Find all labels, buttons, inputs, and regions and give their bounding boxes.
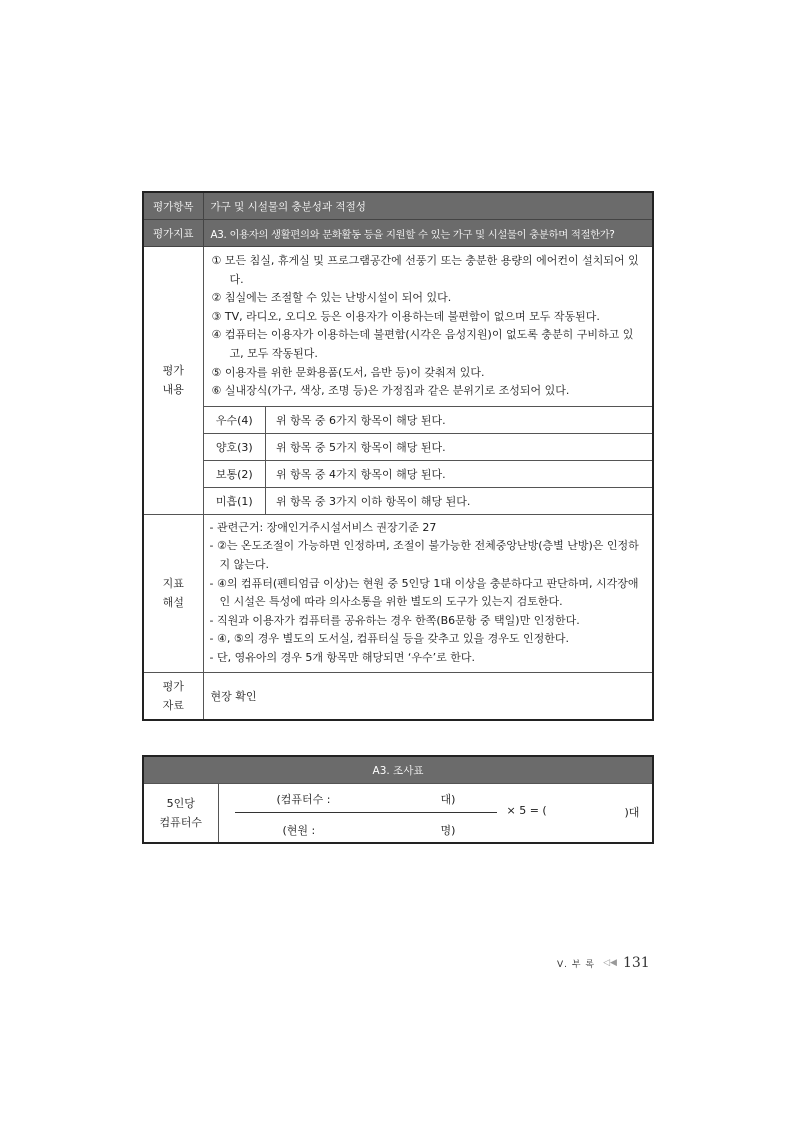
grade-description: 위 항목 중 6가지 항목이 해당 된다. <box>266 407 653 434</box>
eval-item-label: 평가항목 <box>143 192 203 220</box>
grades-table <box>204 407 653 514</box>
eval-notes-label: 지표 해설 <box>143 514 203 672</box>
eval-content-label: 평가 내용 <box>143 247 203 515</box>
eval-grades-row <box>143 406 653 514</box>
grade-level: 보통(2) <box>204 460 266 487</box>
grade-description: 위 항목 중 3가지 이하 항목이 해당 된다. <box>266 487 653 514</box>
grade-row <box>204 407 653 434</box>
eval-indicator-row <box>143 220 653 247</box>
eval-material-value: 현장 확인 <box>203 672 653 720</box>
evaluation-table <box>142 191 654 721</box>
eval-item-value: 가구 및 시설물의 충분성과 적절성 <box>203 192 653 220</box>
grade-row <box>204 460 653 487</box>
survey-formula <box>219 784 653 842</box>
content-item: ④ 컴퓨터는 이용자가 이용하는데 불편함(시각은 음성지원)이 없도록 충분히 구비하고 있고, 모두 작동된다. <box>211 328 634 360</box>
eval-indicator-label: 평가지표 <box>143 220 203 247</box>
grade-description: 위 항목 중 5가지 항목이 해당 된다. <box>266 433 653 460</box>
note-item: - ②는 온도조절이 가능하면 인정하며, 조절이 불가능한 전체중앙난방(층별 난방)은 인정하지 않는다. <box>209 539 639 571</box>
page-number: 131 <box>622 955 650 971</box>
page-footer <box>557 955 650 971</box>
content-item: ⑤ 이용자를 위한 문화용품(도서, 음반 등)이 갖춰져 있다. <box>211 365 485 379</box>
content-item: ② 침실에는 조절할 수 있는 난방시설이 되어 있다. <box>211 291 452 305</box>
numerator-label: (컴퓨터수 : <box>276 793 331 806</box>
numerator-unit: 대) <box>440 793 456 806</box>
eval-content-row <box>143 247 653 407</box>
fraction-line <box>235 812 497 813</box>
content-item: ① 모든 침실, 휴게실 및 프로그램공간에 선풍기 또는 충분한 용량의 에어컨이 설치되어 있다. <box>211 254 639 286</box>
eval-content-list <box>204 247 653 406</box>
grade-row <box>204 487 653 514</box>
eval-notes-row <box>143 514 653 672</box>
grade-description: 위 항목 중 4가지 항목이 해당 된다. <box>266 460 653 487</box>
survey-row-label: 5인당 컴퓨터수 <box>143 784 218 844</box>
survey-table <box>142 755 654 844</box>
eval-material-row <box>143 672 653 720</box>
eval-indicator-value: A3. 이용자의 생활편의와 문화활동 등을 지원할 수 있는 가구 및 시설물이 충분하며 적절한가? <box>203 220 653 247</box>
note-item: - 단, 영유아의 경우 5개 항목만 해당되면 ‘우수’로 한다. <box>209 650 475 664</box>
note-item: - ④, ⑤의 경우 별도의 도서실, 컴퓨터실 등을 갖추고 있을 경우도 인정한다. <box>209 632 570 646</box>
eval-notes-list <box>204 515 653 672</box>
survey-title: A3. 조사표 <box>143 756 653 784</box>
denominator-label: (현원 : <box>282 824 316 837</box>
result-unit: )대 <box>624 806 640 819</box>
multiplier-text: × 5 = ( <box>506 804 547 817</box>
grade-row <box>204 433 653 460</box>
note-item: - ④의 컴퓨터(펜티엄급 이상)는 현원 중 5인당 1대 이상을 충분하다고 판단하며, 시각장애인 시설은 특성에 따라 의사소통을 위한 별도의 도구가 있는지 검토한다. <box>209 576 639 609</box>
footer-arrows-icon: ◁◀ <box>603 958 617 968</box>
grade-level: 우수(4) <box>204 407 266 434</box>
grade-level: 미흡(1) <box>204 487 266 514</box>
footer-section: Ⅴ. 부 록 <box>557 959 596 970</box>
content-item: ③ TV, 라디오, 오디오 등은 이용자가 이용하는데 불편함이 없으며 모두 작동된다. <box>211 309 600 323</box>
denominator-unit: 명) <box>440 824 456 837</box>
content-item: ⑥ 실내장식(가구, 색상, 조명 등)은 가정집과 같은 분위기로 조성되어 있다. <box>211 384 570 398</box>
eval-item-row <box>143 192 653 220</box>
note-item: - 관련근거: 장애인거주시설서비스 권장기준 27 <box>209 520 437 534</box>
note-item: - 직원과 이용자가 컴퓨터를 공유하는 경우 한쪽(B6문항 중 택일)만 인정한다. <box>209 613 580 627</box>
eval-material-label: 평가 자료 <box>143 672 203 720</box>
grade-level: 양호(3) <box>204 433 266 460</box>
